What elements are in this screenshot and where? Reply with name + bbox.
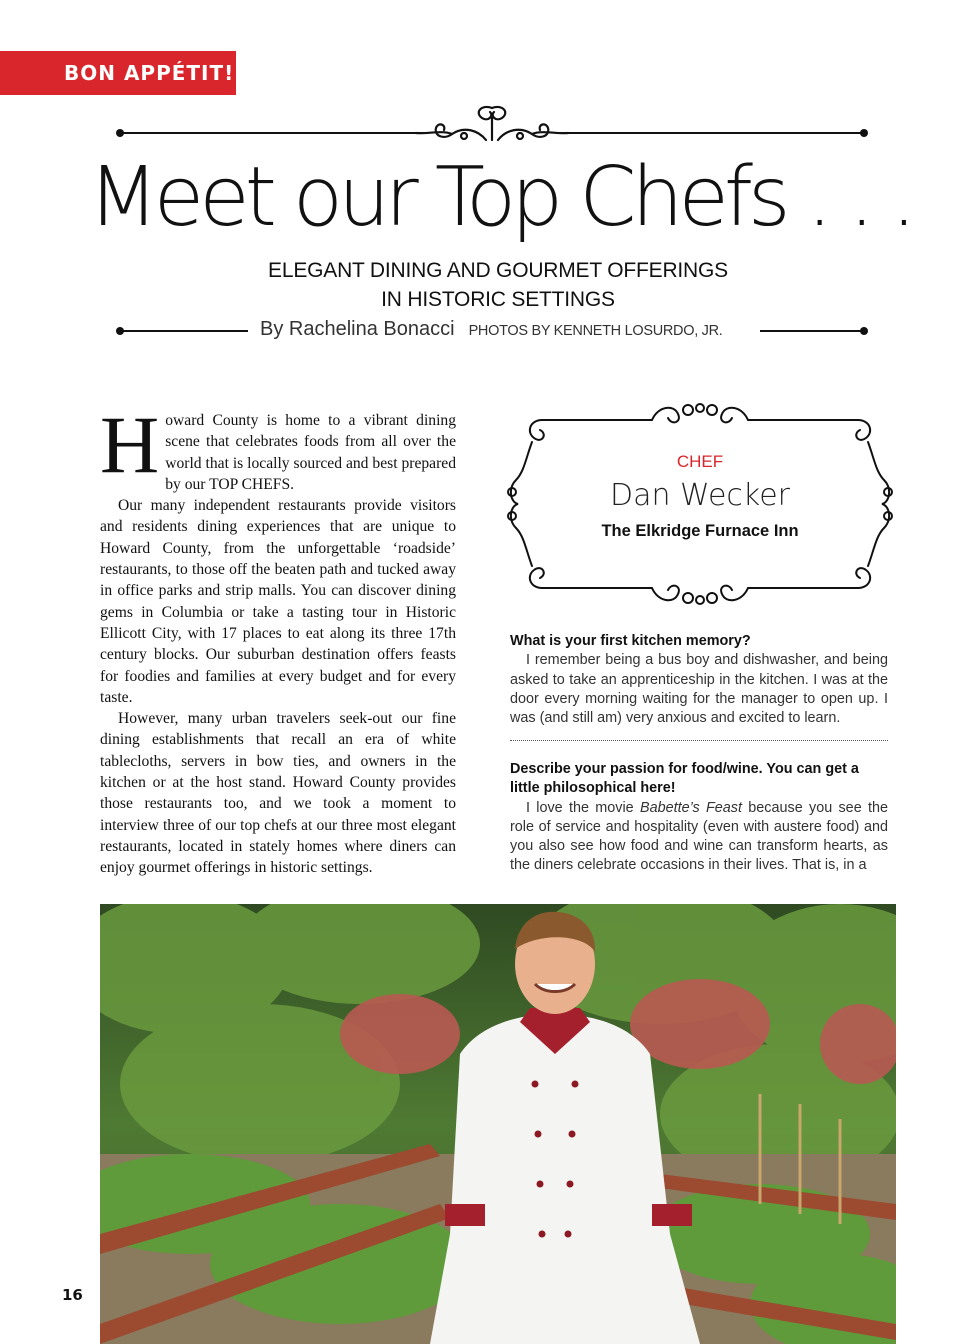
- byline-rule-left: [120, 330, 248, 332]
- chef-photo-illustration: [100, 904, 896, 1344]
- qa-answer: [510, 799, 888, 876]
- qa-block: [510, 632, 888, 728]
- top-rule-right: [564, 132, 864, 134]
- answer-text: I love the movie: [526, 799, 640, 816]
- body-paragraph: However, many urban travelers seek-out our fine dining establishments that recall an era of white tablecloths, servers in bow ties, and owners in the kitchen or at the host stand. Howard County provides those restaurants too, and we took a moment to interview three of our top chefs at our three most elegant restaurants, located in stately homes where diners can enjoy gourmet offerings in historic settings.: [100, 710, 456, 877]
- qa-answer: I remember being a bus boy and dishwasher, and being asked to take an apprenticeship in the kitchen. I was at the door every morning waiting for the manager to open up. I was (and still am) very anxious and excited to learn.: [510, 652, 888, 727]
- section-tab: BON APPÉTIT!: [0, 51, 236, 95]
- subtitle-line: ELEGANT DINING AND GOURMET OFFERINGS: [268, 259, 728, 282]
- top-rule-left: [120, 132, 420, 134]
- chef-photo: [100, 904, 896, 1344]
- article-title: Meet our Top Chefs . . .: [88, 150, 912, 245]
- qa-block: [510, 760, 888, 876]
- body-paragraph: Our many independent restaurants provide visitors and residents dining experiences that are unique to Howard County, from the unforgettable ‘roadside’ restaurants, to those off the beaten path and tucked away in office parks and strip malls. You can discover dining gems in Columbia or take a tasting tour in Historic Ellicott City, with 17 places to eat along its three 17th century blocks. Our suburban destination offers feasts for foodies and families at every budget and for every taste.: [100, 497, 456, 706]
- paragraph-text: oward County is home to a vibrant dining scene that celebrates foods from all over the world that is locally sourced and best prepared by our TOP CHEFS.: [165, 412, 456, 493]
- subtitle-line: IN HISTORIC SETTINGS: [381, 288, 615, 311]
- qa-question: Describe your passion for food/wine. You can get a little philosophical here!: [510, 761, 859, 797]
- movie-title: Babette’s Feast: [639, 799, 742, 816]
- restaurant-name: The Elkridge Furnace Inn: [601, 522, 799, 540]
- qa-question: What is your first kitchen memory?: [510, 633, 751, 649]
- body-paragraph: [100, 399, 456, 495]
- dotted-divider: [510, 740, 888, 741]
- chef-name: Dan Wecker: [610, 478, 790, 513]
- page-number: 16: [62, 1286, 83, 1304]
- rule-end-dot: [860, 129, 868, 137]
- byline-rule-right: [760, 330, 864, 332]
- author-name: By Rachelina Bonacci: [260, 318, 455, 340]
- byline: [260, 318, 760, 341]
- drop-cap: H: [100, 399, 160, 490]
- rule-end-dot: [860, 327, 868, 335]
- article-body: [100, 399, 456, 879]
- chef-label: CHEF: [676, 452, 724, 471]
- answer-text: because you see the role of service and hospitality (even with austere food) and you also see how food and wine can transform hearts, as the diners celebrate occasions in their lives. That is, in a: [510, 799, 888, 874]
- flourish-ornament: [412, 100, 572, 146]
- photo-credit: PHOTOS BY KENNETH LOSURDO, JR.: [468, 323, 723, 339]
- article-subtitle: [220, 256, 776, 314]
